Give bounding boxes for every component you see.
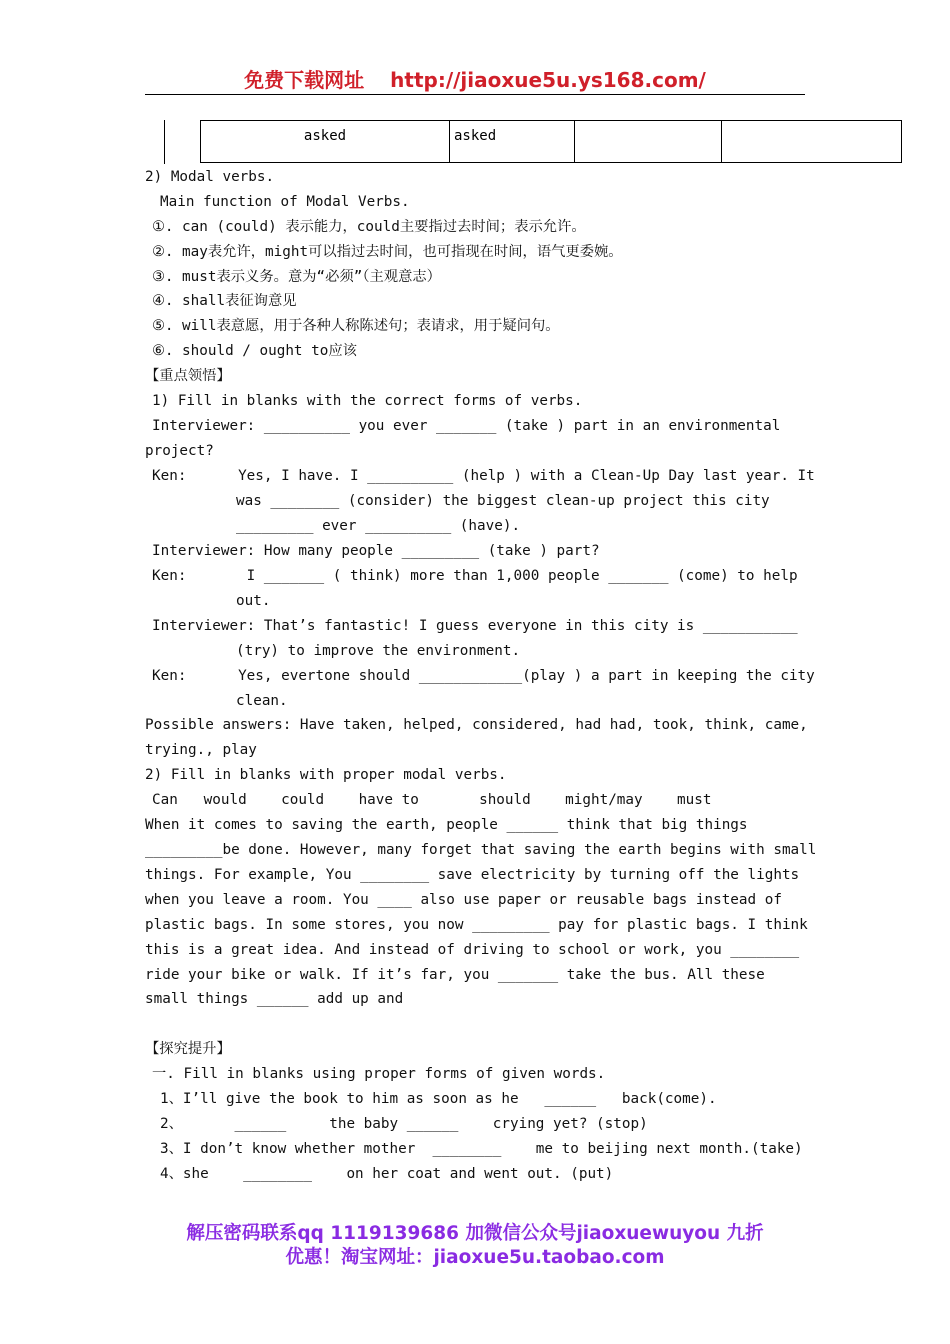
- text-line: 2) Modal verbs.: [145, 169, 275, 185]
- text-line: Possible answers: Have taken, helped, considered, had had, took, think, came,: [145, 717, 808, 733]
- text-line: _________ ever __________ (have).: [236, 518, 521, 534]
- header-title: 免费下载网址: [244, 68, 365, 92]
- table-fragment: [164, 120, 902, 164]
- text-line: things. For example, You ________ save electricity by turning off the lights: [145, 867, 800, 883]
- text-line: ④. shall表征询意见: [152, 293, 297, 309]
- text-line: ①. can (could) 表示能力，could主要指过去时间；表示允许。: [152, 219, 586, 235]
- text-line: clean.: [236, 693, 288, 709]
- text-line: was ________ (consider) the biggest clean-up project this city: [236, 493, 770, 509]
- text-line: ⑥. should / ought to应该: [152, 343, 357, 359]
- table-cell: asked: [449, 120, 574, 163]
- table-cell: asked: [200, 120, 449, 163]
- text-line: 2) Fill in blanks with proper modal verbs.: [145, 767, 507, 783]
- text-line: Interviewer: That’s fantastic! I guess everyone in this city is ___________: [152, 618, 798, 634]
- text-line: plastic bags. In some stores, you now _________ pay for plastic bags. I think: [145, 917, 808, 933]
- text-line: Ken: Yes, evertone should ____________(play ) a part in keeping the city: [152, 668, 815, 684]
- text-line: when you leave a room. You ____ also use paper or reusable bags instead of: [145, 892, 782, 908]
- text-line: ⑤. will表意愿，用于各种人称陈述句；表请求，用于疑问句。: [152, 318, 560, 334]
- text-line: 4、she ________ on her coat and went out. (put): [160, 1166, 614, 1182]
- text-line: ride your bike or walk. If it’s far, you _______ take the bus. All these: [145, 967, 765, 983]
- text-line: ③. must表示义务。意为“必须”（主观意志）: [152, 269, 441, 285]
- text-line: 1) Fill in blanks with the correct forms of verbs.: [152, 393, 583, 409]
- text-line: this is a great idea. And instead of driving to school or work, you ________: [145, 942, 800, 958]
- text-line: Ken: I _______ ( think) more than 1,000 people _______ (come) to help: [152, 568, 798, 584]
- text-line: small things ______ add up and: [145, 991, 404, 1007]
- text-line: Ken: Yes, I have. I __________ (help ) with a Clean-Up Day last year. It: [152, 468, 815, 484]
- table-left-border: [164, 120, 165, 164]
- text-line: 2、 ______ the baby ______ crying yet? (stop): [160, 1116, 648, 1132]
- footer-line-2: 优惠！淘宝网址：jiaoxue5u.taobao.com: [285, 1247, 665, 1268]
- text-line: 【重点领悟】: [145, 368, 231, 384]
- text-line: trying., play: [145, 742, 257, 758]
- footer-line-1: 解压密码联系qq 1119139686 加微信公众号jiaoxuewuyou 九折: [186, 1223, 764, 1244]
- text-line: When it comes to saving the earth, people ______ think that big things: [145, 817, 748, 833]
- text-line: 【探究提升】: [145, 1041, 231, 1057]
- page-header: [145, 66, 805, 95]
- text-line: Main function of Modal Verbs.: [160, 194, 410, 210]
- text-line: ②. may表允许，might可以指过去时间，也可指现在时间，语气更委婉。: [152, 244, 623, 260]
- text-line: (try) to improve the environment.: [236, 643, 521, 659]
- table-cell: [721, 120, 902, 163]
- text-line: Interviewer: __________ you ever _______ (take ) part in an environmental: [152, 418, 781, 434]
- text-line: 1、I’ll give the book to him as soon as he ______ back(come).: [160, 1091, 717, 1107]
- table-cell: [574, 120, 721, 163]
- text-line: Interviewer: How many people _________ (take ) part?: [152, 543, 600, 559]
- text-line: 3、I don’t know whether mother ________ me to beijing next month.(take): [160, 1141, 803, 1157]
- text-line: Can would could have to should might/may must: [152, 792, 712, 808]
- text-line: 一. Fill in blanks using proper forms of given words.: [152, 1066, 606, 1082]
- text-line: _________be done. However, many forget that saving the earth begins with small: [145, 842, 817, 858]
- text-line: project?: [145, 443, 214, 459]
- text-line: out.: [236, 593, 271, 609]
- header-url[interactable]: http://jiaoxue5u.ys168.com/: [390, 68, 706, 92]
